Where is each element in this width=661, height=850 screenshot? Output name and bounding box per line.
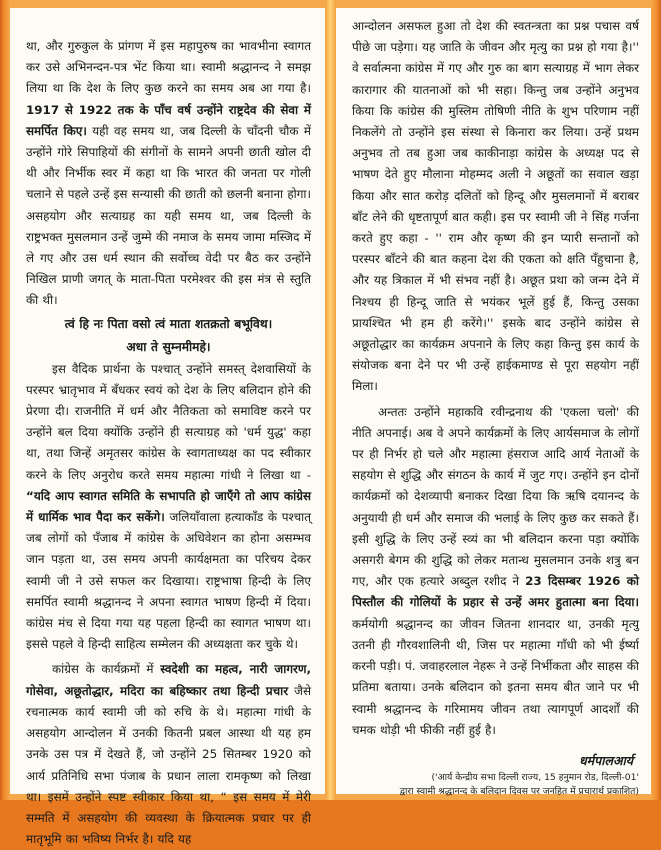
left-column xyxy=(10,8,325,847)
left-paragraph-3 xyxy=(26,659,311,850)
right-column xyxy=(336,8,651,797)
mantra-line-2: अधा ते सुम्नमीमहे। xyxy=(126,340,211,355)
right-paragraph-2 xyxy=(352,402,639,741)
text: जैसे रचनात्मक कार्य स्वामी जी को रुचि के थे। महात्मा गांधी के असहयोग आन्दोलन में उनकी कितनी प्रबल आस्था थी यह हम उनके उस पत्र में देखते हैं, जो उन्होंने 25 सितम्बर 1920 को आर्य प्रतिनिधि सभा पंजाब के प्रधान लाला रामकृष्ण को लिखा था। इसमें उन्होंने स्पष्ट स्वीकार किया था, “ इस समय में मेरी सम्मति में असहयोग की व्यवस्था के क्रियात्मक प्रचार पर ही मातृभूमि का भविष्य निर्भर है। यदि यह xyxy=(26,683,311,847)
bold-text: 1917 से 1922 तक के पाँच वर्ष उन्होंने राष्ट्रदेव की सेवा में समर्पित किए। xyxy=(26,102,311,138)
text: कर्मयोगी श्रद्धानन्द का जीवन जितना शानदार था, उनकी मृत्यु उतनी ही गौरवशालिनी थी, जिस पर महात्मा गाँधी को भी ईर्ष्या करनी पड़ी। पं. जवाहरलाल नेहरू ने उन्हें निर्भीकता और साहस की प्रतिमा बताया। उनके बलिदान को इतना समय बीत जाने पर भी स्वामी श्रद्धानन्द के गरिमामय जीवन तथा त्यागपूर्ण आदर्शों की चमक थोड़ी भी फीकी नहीं हुई है। xyxy=(352,616,639,737)
mantra-line-1: त्वं हि नः पिता वसो त्वं माता शतक्रतो बभूविथ। xyxy=(64,316,273,331)
publisher-note-2: द्वारा स्वामी श्रद्धानन्द के बलिदान दिवस पर जनहित में प्रचारार्थ प्रकाशित) xyxy=(399,785,639,797)
text: इस वैदिक प्रार्थना के पश्चात् उन्होंने समस्त् देशवासियों के परस्पर भ्रातृभाव में बँधकर स्वयं को देश के लिए बलिदान होने की प्रेरणा दी। राजनीति में धर्म और नैतिकता को समाविष्ट करने पर उन्होंने बल दिया क्योंकि उन्होंने ही सत्याग्रह को 'धर्म युद्ध' कहा था, तथा जिन्हें अमृतसर कांग्रेस के स्वागताध्यक्ष का पद स्वीकार करने के लिए अनुरोध करते समय महात्मा गांधी ने लिखा था - xyxy=(26,361,311,482)
text: यही वह समय था, जब दिल्ली के चाँदनी चौक में उन्होंने गोरे सिपाहियों की संगीनों के सामने अपनी छाती खोल दी थी और निर्भीक स्वर में कहा था कि भारत की जनता पर गोली चलाने से पहले उन्हें इस सन्यासी की छाती को छलनी बनाना होगा। असहयोग और सत्याग्रह का यही समय था, जब दिल्ली के राष्ट्रभक्त मुसलमान उन्हें जुम्मे की नमाज के समय जामा मस्जिद में ले गए और उस धर्म स्थान की सर्वोच्च वेदी पर बैठ कर उन्होंने निखिल प्राणी जगत् के माता-पिता परमेश्वर की इस मंत्र से स्तुति की थी। xyxy=(26,123,311,308)
column-divider xyxy=(325,0,336,800)
text: जलियाँवाला हत्याकाँड के पश्चात् जब लोगों को पँजाब में कांग्रेस के अधिवेशन का होना असम्भव जान पड़ता था, उस समय अपनी कार्यक्षमता का परिचय देकर स्वामी जी ने उसे सफल कर दिखाया। राष्ट्रभाषा हिन्दी के लिए समर्पित स्वामी श्रद्धानन्द ने अपना स्वागत भाषण हिन्दी में दिया। कांग्रेस मंच से दिया गया यह पहला हिन्दी का स्वागत भाषण था। इससे पहले वे हिन्दी साहित्य सम्मेलन की अध्यक्षता कर चुके थे। xyxy=(26,510,311,652)
bold-quote: “यदि आप स्वागत समिति के सभापति हो जाएँगे तो आप कांग्रेस में धार्मिक भाव पैदा कर सकेंगे। xyxy=(26,488,311,525)
bold-text: 23 दिसम्बर 1926 को पिस्तौल की गोलियों के प्रहार से उन्हें अमर हुतात्मा बना दिया। xyxy=(352,574,639,610)
left-paragraph-2 xyxy=(26,359,311,656)
left-paragraph-1 xyxy=(26,36,311,312)
bold-text: स्वदेशी का महत्व, नारी जागरण, गोसेवा, अछूतोद्धार, मदिरा का बहिष्कार तथा हिन्दी प्रचार xyxy=(26,662,311,698)
text: कांग्रेस के कार्यक्रमों में xyxy=(52,662,154,677)
author-signature: धर्मपालआर्य xyxy=(578,752,633,768)
right-paragraph-1: आन्दोलन असफल हुआ तो देश की स्वतन्त्रता का प्रश्न पचास वर्ष पीछे जा पड़ेगा। यह जाति के जीवन और मृत्यु का प्रश्न हो गया है।'' वे सर्वात्मना कांग्रेस में गए और गुरु का बाग सत्याग्रह में भाग लेकर कारागार की यातनाओं को भी सहा। किन्तु जब उन्होंने अनुभव किया कि कांग्रेस की मुस्लिम तोषिणी नीति के शुभ परिणाम नहीं निकलेंगे तो उन्होंने इस संस्था से किनारा कर लिया। उन्हें प्रथम अनुभव तो तब हुआ जब काकीनाड़ा कांग्रेस के अध्यक्ष पद से भाषण देते हुए मौलाना मोहम्मद अली ने अछूतों का सवाल खड़ा किया और सात करोड़ दलितों को हिन्दू और मुसलमानों में बराबर बाँट लेने की धृष्टतापूर्ण बात कही। इस पर स्वामी जी ने सिंह गर्जना करते हुए कहा - '' राम और कृष्ण की इन प्यारी सन्तानों को परस्पर बाँटने की बात कहना देश की एकता को क्षति पँहुचाना है, और यह त्रिकाल में भी संभव नहीं है। अछूत प्रथा को जन्म देने में निश्चय ही हिन्दू जाति से भयंकर भूलें हुई हैं, किन्तु उसका प्रायश्चित भी हम ही करेंगे।'' इसके बाद उन्होंने कांग्रेस से अछूतोद्धार का कार्यक्रम अपनाने के लिए कहा किन्तु इस कार्य के संयोजक बना देने पर भी उन्हें हाईकमाण्ड से पूरा सहयोग नहीं मिला। xyxy=(352,19,639,394)
text: था, और गुरुकुल के प्रांगण में इस महापुरुष का भावभीना स्वागत कर उसे अभिनन्दन-पत्र भेंट किया था। स्वामी श्रद्धानन्द ने समझ लिया था कि देश के लिए कुछ करने का समय अब आ गया है। xyxy=(26,39,311,96)
text: अन्ततः उन्होंने महाकवि रवीन्द्रनाथ की 'एकला चलो' की नीति अपनाई। अब वे अपने कार्यक्रमों के लिए आर्यसमाज के लोगों पर ही निर्भर हो चले और महात्मा हंसराज आदि आर्य नेताओं के सहयोग से शुद्धि और संगठन के कार्य में जुट गए। उन्होंने इन दोनों कार्यक्रमों को देशव्यापी बनाकर दिखा दिया कि ऋषि दयानन्द के अनुयायी ही धर्म और समाज की भलाई के लिए कुछ कर सकते हैं। इसी शुद्धि के लिए उन्हें स्व्यं का भी बलिदान करना पड़ा क्योंकि असगरी बेगम की शुद्धि को लेकर मतान्ध मुसलमान उनके शत्रु बन गए, और एक हत्यारे अब्दुल रशीद ने xyxy=(352,404,639,589)
publisher-note-1: ('आर्य केन्द्रीय सभा दिल्ली राज्य, 15 हनुमान रोड, दिल्ली-01' xyxy=(431,771,639,783)
